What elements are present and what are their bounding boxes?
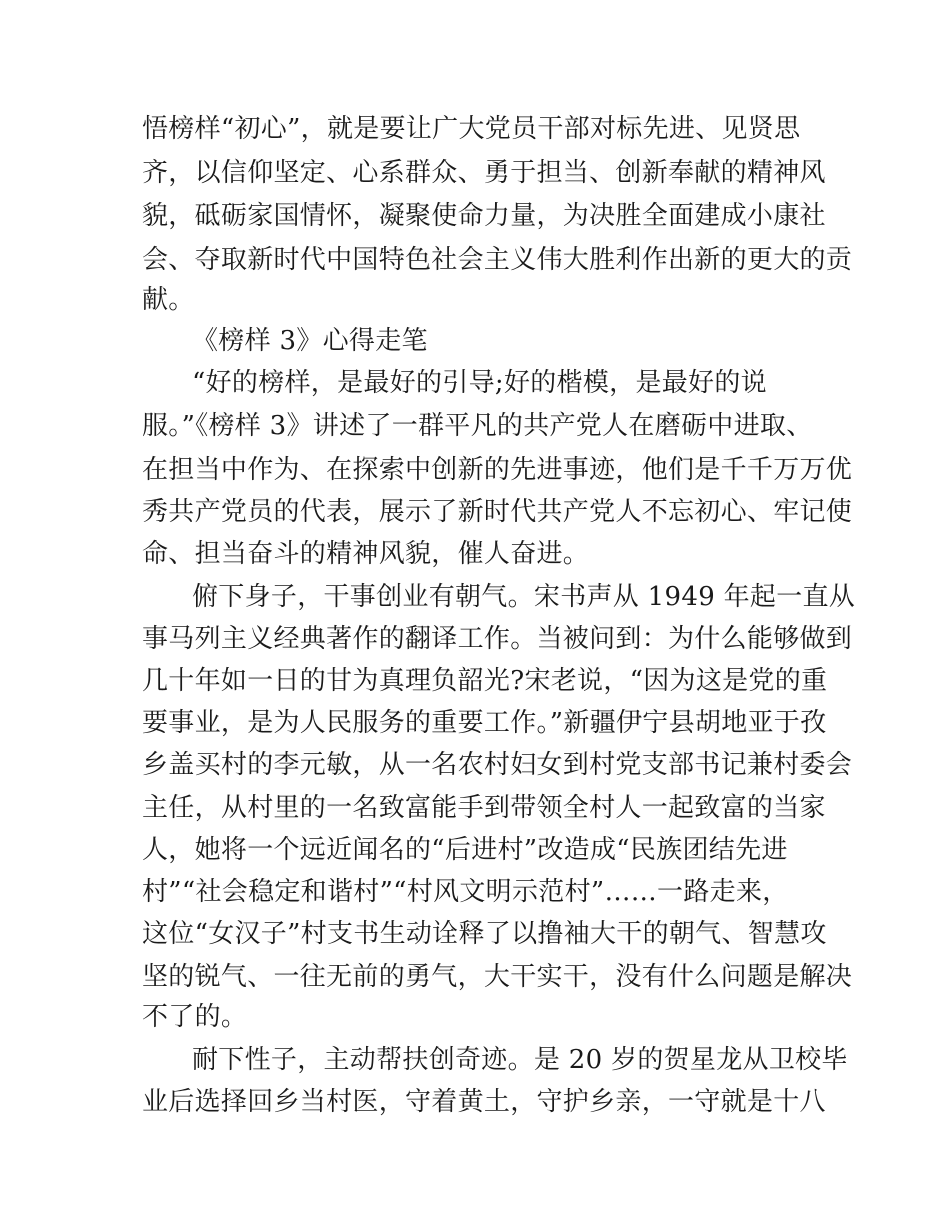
text-line: 乡盖买村的李元敏，从一名农村妇女到村党支部书记兼村委会: [142, 750, 853, 780]
text-line: 事马列主义经典著作的翻译工作。当被问到：为什么能够做到: [142, 624, 853, 654]
text-line: 坚的锐气、一往无前的勇气，大干实干，没有什么问题是解决: [142, 962, 853, 992]
text-line: 俯下身子，干事创业有朝气。宋书声从 1949 年起一直从: [192, 582, 856, 612]
text-line: 秀共产党员的代表，展示了新时代共产党人不忘初心、牢记使: [142, 497, 853, 527]
text-line: 村”“社会稳定和谐村”“村风文明示范村”……一路走来，: [142, 877, 789, 907]
text-line: 会、夺取新时代中国特色社会主义伟大胜利作出新的更大的贡: [142, 245, 853, 275]
text-line: 业后选择回乡当村医，守着黄土，守护乡亲，一守就是十八: [142, 1087, 826, 1117]
text-line: “好的榜样，是最好的引导;好的楷模，是最好的说: [192, 368, 767, 398]
text-line: 貌，砥砺家国情怀，凝聚使命力量，为决胜全面建成小康社: [142, 201, 826, 231]
text-line: 悟榜样“初心”，就是要让广大党员干部对标先进、见贤思: [142, 114, 801, 144]
text-line: 要事业，是为人民服务的重要工作。”新疆伊宁县胡地亚于孜: [142, 708, 827, 738]
text-line: 服。”《榜样 3》讲述了一群平凡的共产党人在磨砺中进取、: [142, 411, 813, 441]
text-line: 耐下性子，主动帮扶创奇迹。是 20 岁的贺星龙从卫校毕: [192, 1045, 848, 1075]
text-line: 几十年如一日的甘为真理负韶光?宋老说，“因为这是党的重: [142, 666, 828, 696]
text-line: 这位“女汉子”村支书生动诠释了以撸袖大干的朝气、智慧攻: [142, 919, 827, 949]
text-line: 在担当中作为、在探索中创新的先进事迹，他们是千千万万优: [142, 455, 853, 485]
text-line: 不了的。: [142, 1002, 248, 1032]
text-line: 命、担当奋斗的精神风貌，催人奋进。: [142, 539, 590, 569]
text-line: 献。: [142, 285, 195, 315]
text-line: 齐，以信仰坚定、心系群众、勇于担当、创新奉献的精神风: [142, 158, 826, 188]
section-heading: 《榜样 3》心得走笔: [192, 326, 428, 356]
text-line: 主任，从村里的一名致富能手到带领全村人一起致富的当家: [142, 793, 826, 823]
text-line: 人，她将一个远近闻名的“后进村”改造成“民族团结先进: [142, 835, 788, 865]
